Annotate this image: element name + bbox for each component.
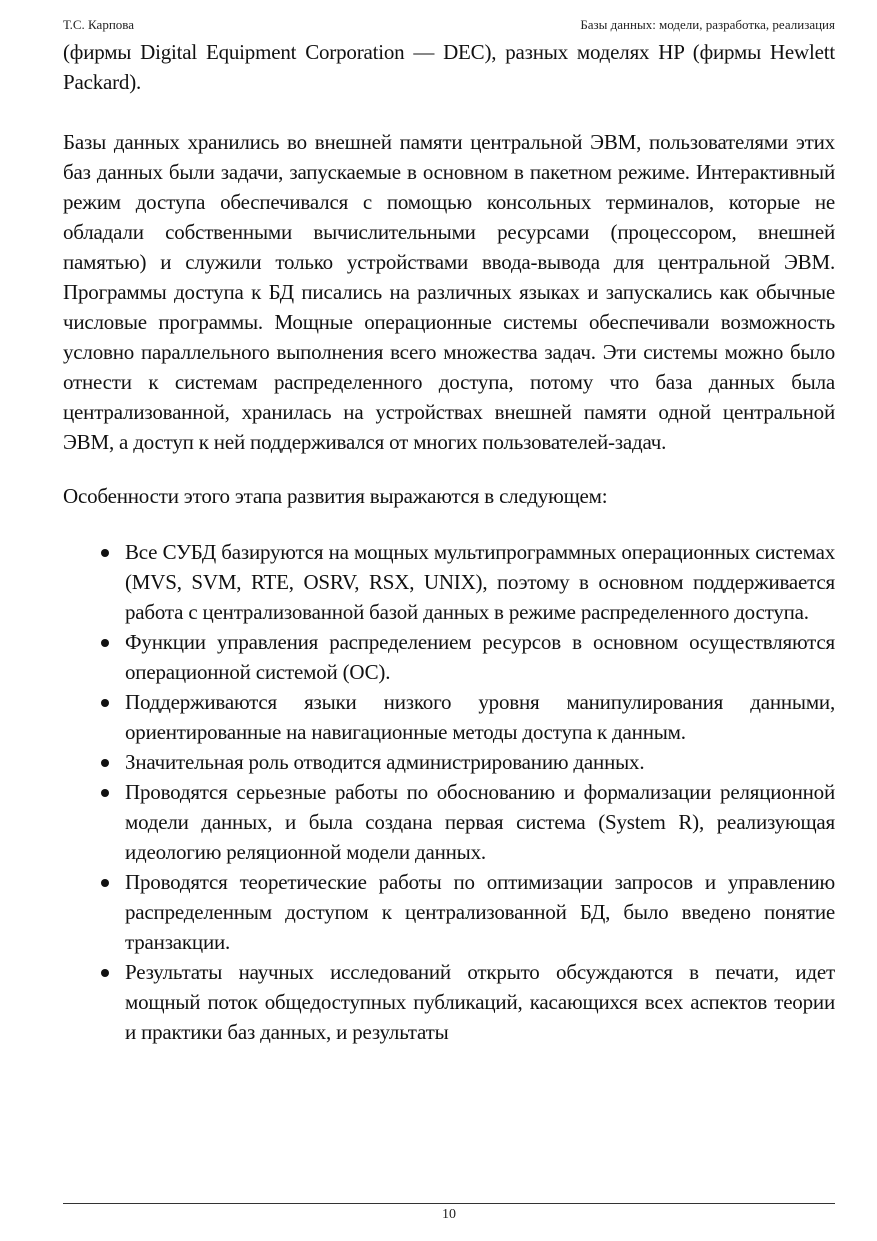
list-item-text: Все СУБД базируются на мощных мультипрограммных операционных системах (MVS, SVM, RTE, OSRV, RSX, UNIX), поэтому в основном поддерживается работа с централизованной базой данных в режиме распределенного доступа. (125, 540, 835, 624)
list-item-text: Поддерживаются языки низкого уровня манипулирования данными, ориентированные на навигационные методы доступа к данным. (125, 690, 835, 744)
list-item (63, 687, 835, 747)
list-item (63, 867, 835, 957)
features-list (63, 537, 835, 1047)
bullet-icon (101, 549, 109, 557)
page-body (63, 37, 835, 1047)
list-item (63, 957, 835, 1047)
header-author: Т.С. Карпова (63, 17, 135, 32)
list-item-text: Значительная роль отводится администрированию данных. (125, 750, 645, 774)
running-header (63, 17, 835, 35)
list-item-text: Проводятся серьезные работы по обоснованию и формализации реляционной модели данных, и была создана первая система (System R), реализующая идеологию реляционной модели данных. (125, 780, 835, 864)
paragraph-main: Базы данных хранились во внешней памяти центральной ЭВМ, пользователями этих баз данных были задачи, запускаемые в основном в пакетном режиме. Интерактивный режим доступа обеспечивался с помощью консольных терминалов, которые не обладали собственными вычислительными ресурсами (процессором, внешней памятью) и служили только устройствами ввода-вывода для центральной ЭВМ. Программы доступа к БД писались на различных языках и запускались как обычные числовые программы. Мощные операционные системы обеспечивали возможность условно параллельного выполнения всего множества задач. Эти системы можно было отнести к системам распределенного доступа, потому что база данных была централизованной, хранилась на устройствах внешней памяти одной центральной ЭВМ, а доступ к ней поддерживался от многих пользователей-задач. (63, 130, 835, 454)
list-item (63, 747, 835, 777)
list-item-text: Функции управления распределением ресурсов в основном осуществляются операционной системой (ОС). (125, 630, 835, 684)
footer-divider (63, 1203, 835, 1204)
document-page (63, 0, 835, 1241)
list-item-text: Результаты научных исследований открыто обсуждаются в печати, идет мощный поток общедоступных публикаций, касающихся всех аспектов теории и практики баз данных, и результаты (125, 960, 835, 1044)
paragraph-intro: (фирмы Digital Equipment Corporation — DEC), разных моделях HP (фирмы Hewlett Packard). (63, 40, 835, 94)
list-item (63, 777, 835, 867)
paragraph-lead: Особенности этого этапа развития выражаются в следующем: (63, 484, 608, 508)
list-item (63, 627, 835, 687)
bullet-icon (101, 759, 109, 767)
bullet-icon (101, 639, 109, 647)
bullet-icon (101, 789, 109, 797)
list-item (63, 537, 835, 627)
bullet-icon (101, 699, 109, 707)
header-book-title: Базы данных: модели, разработка, реализация (580, 17, 835, 32)
bullet-icon (101, 969, 109, 977)
list-item-text: Проводятся теоретические работы по оптимизации запросов и управлению распределенным доступом к централизованной БД, было введено понятие транзакции. (125, 870, 835, 954)
bullet-icon (101, 879, 109, 887)
page-number: 10 (442, 1207, 456, 1222)
